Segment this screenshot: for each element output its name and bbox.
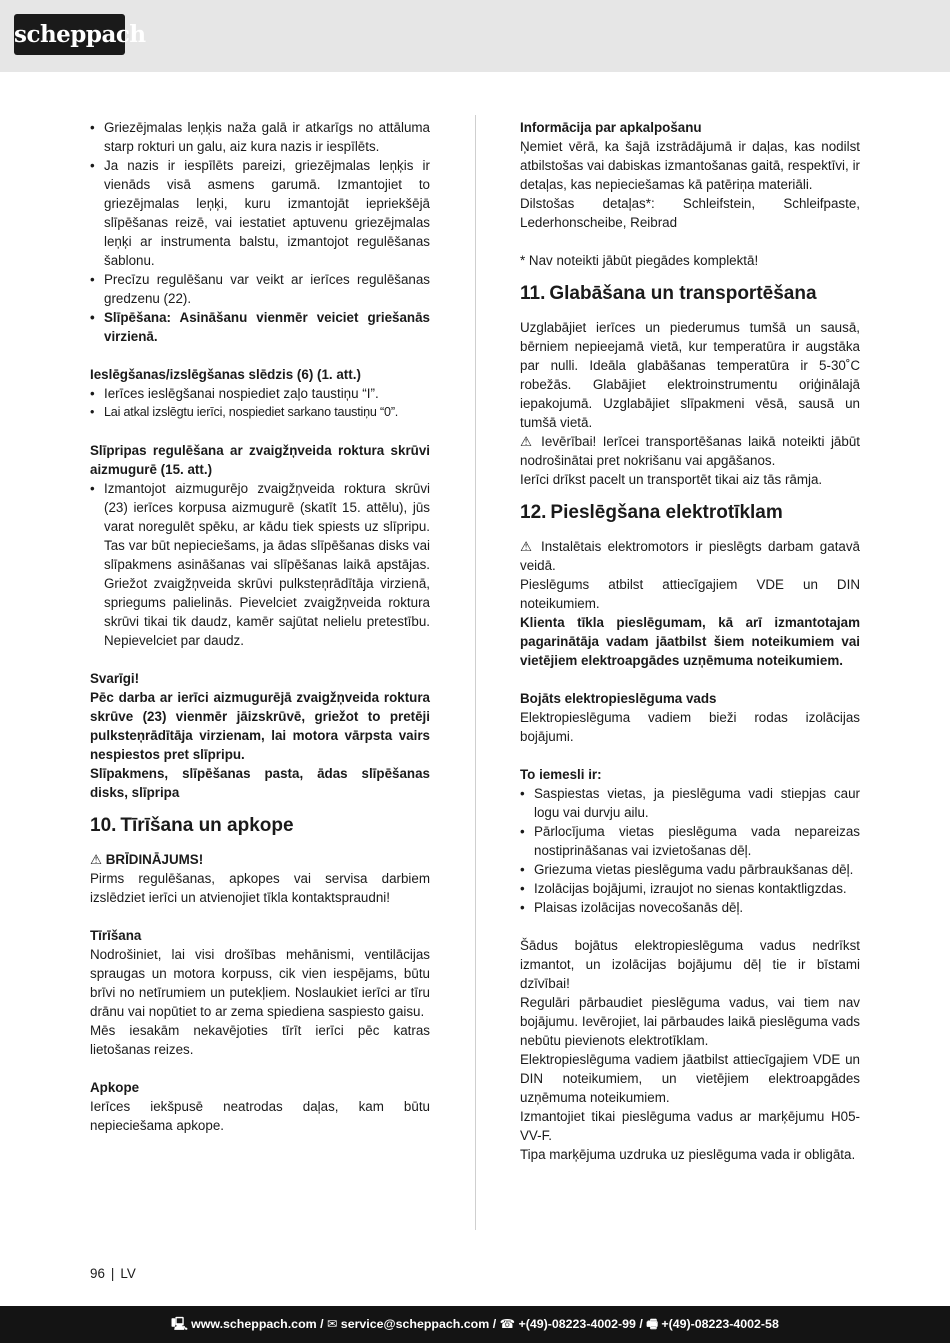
label-text: Tipa marķējuma uzdruka uz pieslēguma vada ir obligāta. (520, 1147, 856, 1162)
list-item: • Saspiestas vietas, ja pieslēguma vadi stiepjas caur logu vai durvju ailu. (520, 784, 860, 822)
cleaning-text: Nodrošiniet, lai visi drošības mehānismi, ventilācijas spraugas un motora korpuss, cik vien iespējams, būtu brīvi no netīrumiem un putekļiem. Noslaukiet ierīci ar tīru drānu vai nopūtiet to ar zema spiediena saspiesto gaisu. (90, 947, 430, 1019)
danger-text: Šādus bojātus elektropieslēguma vadus nedrīkst izmantot, un izolācijas bojājumu dēļ tie ir bīstami dzīvībai! (520, 938, 860, 991)
sharpening-list (90, 118, 430, 346)
maintenance-text: Ierīces iekšpusē neatrodas daļas, kam būtu nepieciešama apkope. (90, 1099, 430, 1133)
electrical-text: Pieslēgums atbilst attiecīgajiem VDE un DIN noteikumiem. (520, 577, 860, 611)
causes-list (520, 784, 860, 917)
page-number: 96 | LV (90, 1266, 136, 1281)
list-item: • Griezējmalas leņķis naža galā ir atkarīgs no attāluma starp rokturi un galu, aiz kura nazis ir iespīlēts. (90, 118, 430, 156)
only-cables-text: Izmantojiet tikai pieslēguma vadus ar marķējumu H05-VV-F. (520, 1109, 860, 1143)
list-item: • Izmantojot aizmugurējo zvaigžņveida roktura skrūvi (23) ierīces korpusa aizmugurē (skatīt 15. attēlu), jūs varat noregulēt spēku, ar kādu tiek spiests uz slīpripu. Tas var būt nepieciešams, ja ādas slīpēšanas disks vai slīpakmens asināšanas vai slīpēšanas laikā apstājas. Griežot zvaigžņveida skrūvi pulksteņrādītāja virzienā, spriegums palielinās. Pievelciet zvaigžņveida roktura skrūvi tikai tik daudz, kamēr sajūtat nelielu pretestību. Nepievelciet par daudz. (90, 479, 430, 650)
list-item: • Lai atkal izslēgtu ierīci, nospiediet sarkano taustiņu “0”. (90, 403, 430, 422)
cable-text: Elektropieslēguma vadiem bieži rodas izolācijas bojājumi. (520, 710, 860, 744)
electrical-bold-text: Klienta tīkla pieslēgumam, kā arī izmantotajam pagarinātāja vadam jāatbilst šiem noteikumiem vai vietējiem elektroapgādes uzņēmuma noteikumiem. (520, 615, 860, 668)
list-item: • Griezuma vietas pieslēguma vadu pārbraukšanas dēļ. (520, 860, 860, 879)
right-column (520, 118, 860, 1164)
switch-heading: Ieslēgšanas/izslēgšanas slēdzis (6) (1. att.) (90, 367, 361, 382)
service-text-2: Dilstošas detaļas*: Schleifstein, Schleifpaste, Lederhonscheibe, Reibrad (520, 196, 860, 230)
cleaning-heading: Tīrīšana (90, 928, 142, 943)
list-item: • Ja nazis ir iespīlēts pareizi, griezējmalas leņķis ir vienāds visā asmens garumā. Izmantojiet to griezējmalas leņķi, kuru izmantojāt iepriekšējā slīpēšanas reizē, vai iestatiet aptuvenu griezējmalas leņķi ar instrumenta balstu, izmantojot regulēšanas šablonu. (90, 156, 430, 270)
requirements-text: Elektropieslēguma vadiem jāatbilst attiecīgajiem VDE un DIN noteikumiem, un vietējiem elektroapgādes uzņēmuma noteikumiem. (520, 1052, 860, 1105)
section-12-heading: 12. Pieslēgšana elektrotīklam (520, 502, 783, 523)
left-column (90, 118, 430, 1135)
storage-warning: ⚠ Ievērībai! Ierīcei transportēšanas laikā noteikti jābūt nodrošinātai pret nokrišanu vai apgāšanos. (520, 434, 860, 468)
list-item: • Precīzu regulēšanu var veikt ar ierīces regulēšanas gredzenu (22). (90, 270, 430, 308)
belt-heading: Slīpripas regulēšana ar zvaigžņveida roktura skrūvi aizmugurē (15. att.) (90, 443, 430, 477)
causes-heading: To iemesli ir: (520, 767, 602, 782)
scheppach-logo: scheppach (14, 14, 125, 55)
service-text: Ņemiet vērā, ka šajā izstrādājumā ir daļas, kas nodilst atbilstošas vai dabiskas izmantošanas gaitā, respektīvi, ir detaļas, kas nepieciešamas kā patēriņa materiāli. (520, 139, 860, 192)
list-item: • Izolācijas bojājumi, izraujot no sienas kontaktligzdas. (520, 879, 860, 898)
check-text: Regulāri pārbaudiet pieslēguma vadus, vai tiem nav bojājumu. Ievērojiet, lai pārbaudes laikā pieslēguma vads nebūtu pievienots elektrotīklam. (520, 995, 860, 1048)
list-item: • Slīpēšana: Asināšanu vienmēr veiciet griešanās virzienā. (90, 308, 430, 346)
electrical-warning: ⚠ Instalētais elektromotors ir pieslēgts darbam gatavā veidā. (520, 539, 860, 573)
service-heading: Informācija par apkalpošanu (520, 120, 702, 135)
section-11-heading: 11. Glabāšana un transportēšana (520, 283, 817, 304)
important-title: Svarīgi! (90, 671, 140, 686)
belt-list (90, 479, 430, 650)
warning-title: ⚠ BRĪDINĀJUMS! (90, 852, 204, 867)
header-band (0, 0, 950, 72)
switch-list (90, 384, 430, 422)
list-item: • Plaisas izolācijas novecošanās dēļ. (520, 898, 860, 917)
storage-text-2: Ierīci drīkst pacelt un transportēt tikai aiz tās rāmja. (520, 472, 823, 487)
contact-bar (0, 1306, 950, 1343)
important-text: Pēc darba ar ierīci aizmugurējā zvaigžņveida roktura skrūve (23) vienmēr jāizskrūvē, griežot to pretēji pulksteņrādītāja virzienam, lai motora vārpsta vairs nespiestos pret slīpripu. (90, 690, 430, 762)
storage-text: Uzglabājiet ierīces un piederumus tumšā un sausā, bērniem nepieejamā vietā, kur temperatūra ir augstāka par nulli. Ideāla glabāšanas temperatūra ir 5-30˚C robežās. Glabājiet elektroinstrumentu oriģinālajā iepakojumā. Uzglabājiet slīpakmeni vēsā, sausā un tumšā vietā. (520, 320, 860, 430)
section-10-heading: 10. Tīrīšana un apkope (90, 815, 294, 836)
important-text-2: Slīpakmens, slīpēšanas pasta, ādas slīpēšanas disks, slīpripa (90, 766, 430, 800)
cable-heading: Bojāts elektropieslēguma vads (520, 691, 717, 706)
list-item: • Pārlocījuma vietas pieslēguma vada nepareizas nostiprināšanas vai izvietošanas dēļ. (520, 822, 860, 860)
service-note: * Nav noteikti jābūt piegādes komplektā! (520, 253, 759, 268)
cleaning-text-2: Mēs iesakām nekavējoties tīrīt ierīci pēc katras lietošanas reizes. (90, 1023, 430, 1057)
maintenance-heading: Apkope (90, 1080, 140, 1095)
warning-text: Pirms regulēšanas, apkopes vai servisa darbiem izslēdziet ierīci un atvienojiet tīkla kontaktspraudni! (90, 871, 430, 905)
list-item: • Ierīces ieslēgšanai nospiediet zaļo taustiņu “I”. (90, 384, 430, 403)
contact-text: 🖳 www.scheppach.com / ✉ service@scheppach.com / ☎ +(49)-08223-4002-99 / 🖷 +(49)-08223-4002-58 (171, 1317, 779, 1331)
column-divider (475, 115, 476, 1230)
